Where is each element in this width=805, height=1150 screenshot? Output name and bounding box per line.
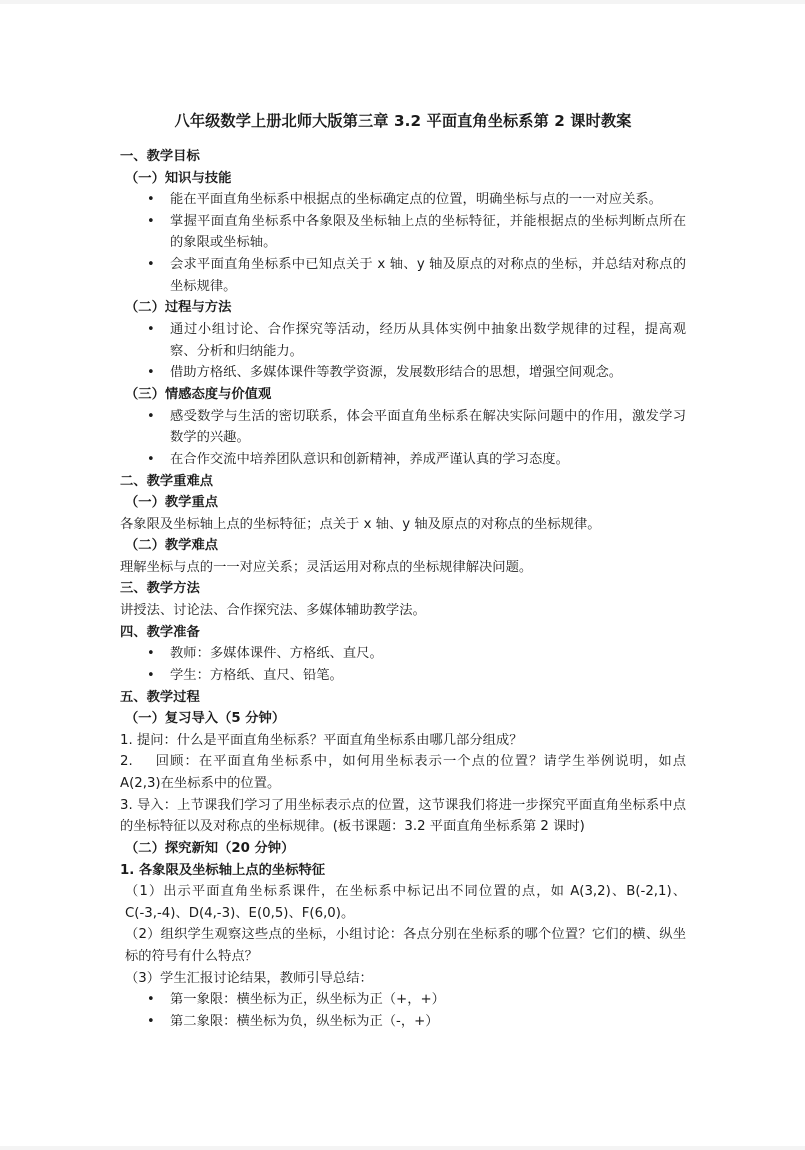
list-process-methods: [120, 319, 686, 384]
explore-step-2: （2）组织学生观察这些点的坐标，小组讨论：各点分别在坐标系的哪个位置？它们的横、纵坐标的符号有什么特点？: [125, 927, 686, 965]
list-item: • 第二象限：横坐标为负，纵坐标为正（-，+）: [120, 1011, 686, 1033]
heading-teaching-process: 五、教学过程: [120, 689, 200, 705]
heading-knowledge-skills: （一）知识与技能: [125, 170, 232, 186]
heading-quadrant-coordinate-features: 1. 各象限及坐标轴上点的坐标特征: [120, 862, 326, 878]
list-quadrant-rules: [120, 989, 686, 1032]
list-item: • 在合作交流中培养团队意识和创新精神，养成严谨认真的学习态度。: [120, 449, 686, 471]
list-item: • 第一象限：横坐标为正，纵坐标为正（+，+）: [120, 989, 686, 1011]
explore-step-1: （1）出示平面直角坐标系课件，在坐标系中标记出不同位置的点，如 A(3,2)、B(-2,1)、C(-3,-4)、D(4,-3)、E(0,5)、F(6,0)。: [125, 884, 686, 921]
heading-attitude-values: （三）情感态度与价值观: [125, 387, 272, 402]
page-title: 八年级数学上册北师大版第三章 3.2 平面直角坐标系第 2 课时教案: [174, 112, 632, 130]
list-item: • 感受数学与生活的密切联系，体会平面直角坐标系在解决实际问题中的作用，激发学习数学的兴趣。: [120, 406, 686, 449]
heading-explore-new-knowledge: （二）探究新知（20 分钟）: [125, 840, 295, 856]
list-item: • 能在平面直角坐标系中根据点的坐标确定点的位置，明确坐标与点的一一对应关系。: [120, 189, 686, 211]
heading-teaching-preparation: 四、教学准备: [120, 624, 200, 640]
review-item-2-text: 回顾：在平面直角坐标系中，如何用坐标表示一个点的位置？请学生举例说明，如点 A(2,3)在坐标系中的位置。: [120, 754, 686, 791]
list-item: • 借助方格纸、多媒体课件等教学资源，发展数形结合的思想，增强空间观念。: [120, 362, 686, 384]
list-item: • 会求平面直角坐标系中已知点关于 x 轴、y 轴及原点的对称点的坐标，并总结对称点的坐标规律。: [120, 254, 686, 297]
heading-key-difficult-points: 二、教学重难点: [120, 473, 214, 489]
document-page: [0, 4, 805, 1146]
review-item-3: 3. 导入：上节课我们学习了用坐标表示点的位置，这节课我们将进一步探究平面直角坐标系中点的坐标特征以及对称点的坐标规律。(板书课题：3.2 平面直角坐标系第 2 课时): [120, 797, 686, 835]
review-item-2-number: 2.: [120, 754, 133, 770]
heading-teaching-methods: 三、教学方法: [120, 581, 200, 597]
list-attitude-values: [120, 406, 686, 471]
heading-difficult-points: （二）教学难点: [125, 538, 219, 554]
heading-review-introduction: （一）复习导入（5 分钟）: [125, 711, 286, 727]
text-difficult-points: 理解坐标与点的一一对应关系；灵活运用对称点的坐标规律解决问题。: [120, 559, 533, 575]
list-item: • 教师：多媒体课件、方格纸、直尺。: [120, 643, 686, 665]
list-knowledge-skills: [120, 189, 686, 297]
review-item-2: [120, 751, 686, 794]
document-content: [120, 4, 686, 1033]
heading-key-points: （一）教学重点: [125, 495, 219, 511]
text-key-points: 各象限及坐标轴上点的坐标特征；点关于 x 轴、y 轴及原点的对称点的坐标规律。: [120, 516, 601, 532]
heading-teaching-objectives: 一、教学目标: [120, 149, 200, 165]
heading-process-methods: （二）过程与方法: [125, 300, 232, 316]
list-item: • 掌握平面直角坐标系中各象限及坐标轴上点的坐标特征，并能根据点的坐标判断点所在的象限或坐标轴。: [120, 211, 686, 254]
explore-step-3: （3）学生汇报讨论结果，教师引导总结：: [125, 970, 373, 986]
review-item-1: 1. 提问：什么是平面直角坐标系？平面直角坐标系由哪几部分组成？: [120, 732, 523, 748]
list-item: • 学生：方格纸、直尺、铅笔。: [120, 665, 686, 687]
text-teaching-methods: 讲授法、讨论法、合作探究法、多媒体辅助教学法。: [120, 603, 426, 619]
list-item: • 通过小组讨论、合作探究等活动，经历从具体实例中抽象出数学规律的过程，提高观察、分析和归纳能力。: [120, 319, 686, 362]
list-teaching-preparation: [120, 643, 686, 686]
